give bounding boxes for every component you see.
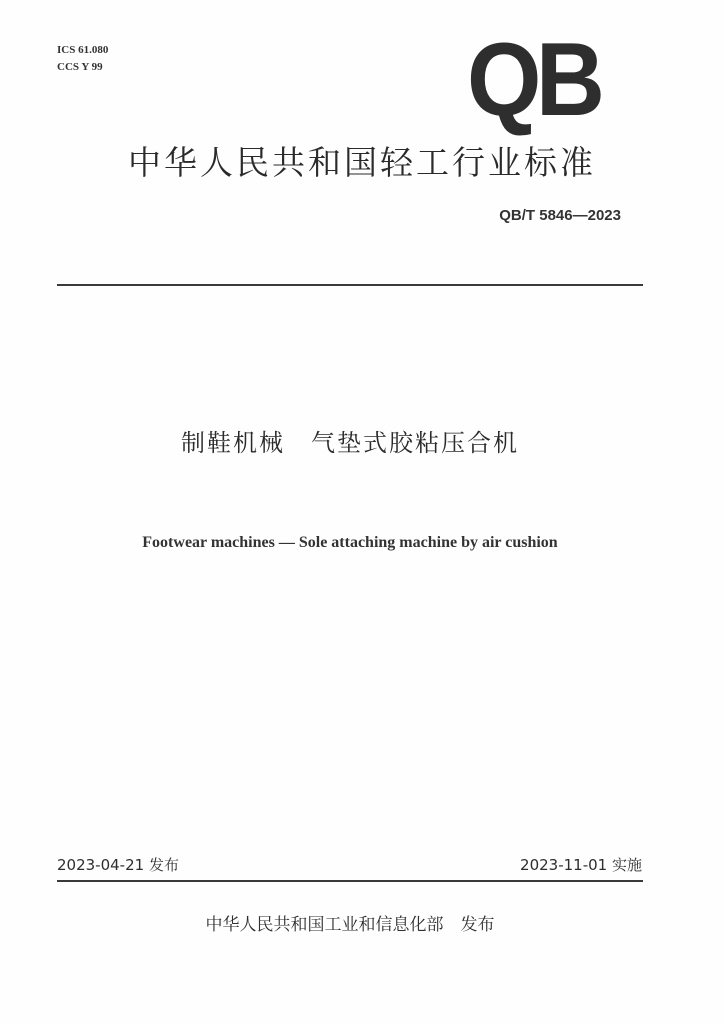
standard-number: QB/T 5846—2023 [499,207,621,224]
ics-code: ICS 61.080 [57,44,109,56]
qb-logo [467,22,603,138]
top-divider [57,284,643,286]
industry-standard-title: 中华人民共和国轻工行业标准 [128,143,596,182]
implementation-date: 2023-11-01 实施 [520,856,642,874]
english-title: Footwear machines — Sole attaching machine by air cushion [142,534,558,551]
logo-text: QB [467,22,600,138]
issuing-authority: 中华人民共和国工业和信息化部 发布 [205,915,495,935]
chinese-title: 制鞋机械 气垫式胶粘压合机 [181,429,519,457]
ccs-code: CCS Y 99 [57,61,103,73]
bottom-divider [57,880,643,882]
release-date: 2023-04-21 发布 [57,856,179,874]
